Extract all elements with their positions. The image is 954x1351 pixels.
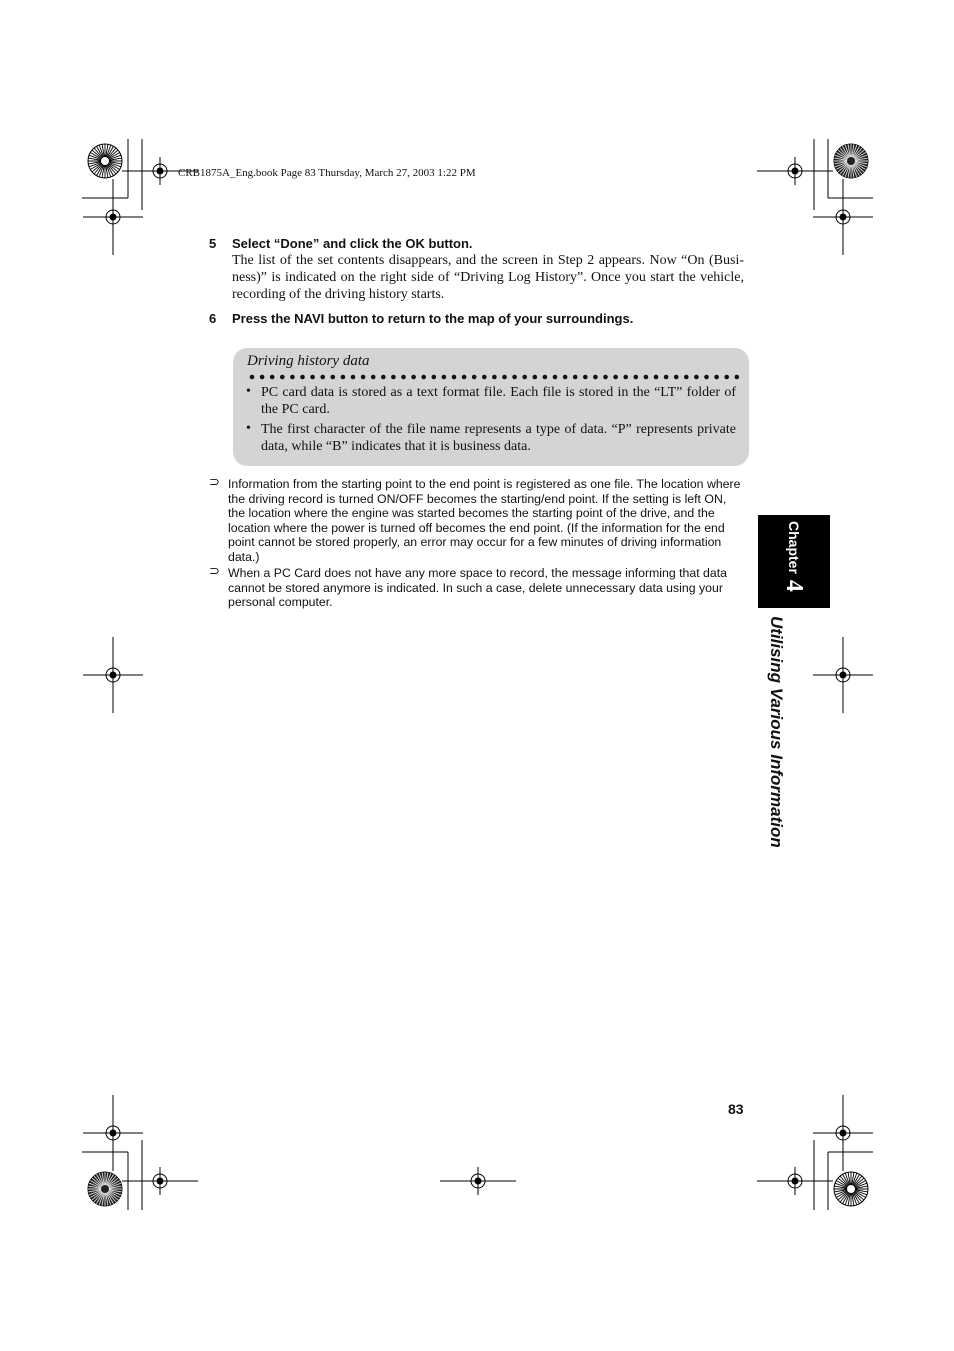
print-header: CRB1875A_Eng.book Page 83 Thursday, March 27, 2003 1:22 PM	[178, 167, 476, 179]
note-text: When a PC Card does not have any more space to record, the message informing that data cannot be stored anymore is indicated. In such a case, delete unnecessary data using your personal computer.	[228, 566, 727, 609]
bullet-symbol: •	[246, 421, 251, 436]
note-arrow-icon: ⊃	[209, 475, 220, 490]
chapter-number: 4	[781, 579, 808, 592]
step-title: Select “Done” and click the OK button.	[232, 236, 473, 251]
bullet-symbol: •	[246, 384, 251, 399]
info-box-title: Driving history data	[247, 353, 370, 369]
note-text: Information from the starting point to the end point is registered as one file. The location where the driving record is turned ON/OFF becomes the starting/end point. If the setting is left ON, the location where the engine was started becomes the starting point of the drive, and the location where the power is turned off becomes the end point. (If the information for the end point cannot be stored properly, an error may occur for a few minutes of driving information data.)	[228, 477, 741, 564]
step-number: 5	[209, 236, 217, 251]
page-number: 83	[728, 1101, 744, 1117]
section-title: Utilising Various Information	[767, 616, 786, 848]
step-body: The list of the set contents disappears, and the screen in Step 2 appears. Now “On (Busi-ness)” is indicated on the right side of “Driving Log History”. Once you start the vehicle, recording of the driving history starts.	[232, 253, 744, 302]
bullet-text: The first character of the file name represents a type of data. “P” represents private data, while “B” indicates that it is business data.	[261, 422, 736, 454]
step-title: Press the NAVI button to return to the map of your surroundings.	[232, 311, 634, 326]
note-arrow-icon: ⊃	[209, 564, 220, 579]
chapter-tab	[758, 515, 830, 608]
bullet-text: PC card data is stored as a text format file. Each file is stored in the “LT” folder of the PC card.	[261, 385, 736, 417]
step-number: 6	[209, 311, 217, 326]
chapter-label: Chapter	[786, 521, 802, 574]
dotted-rule	[249, 373, 741, 381]
